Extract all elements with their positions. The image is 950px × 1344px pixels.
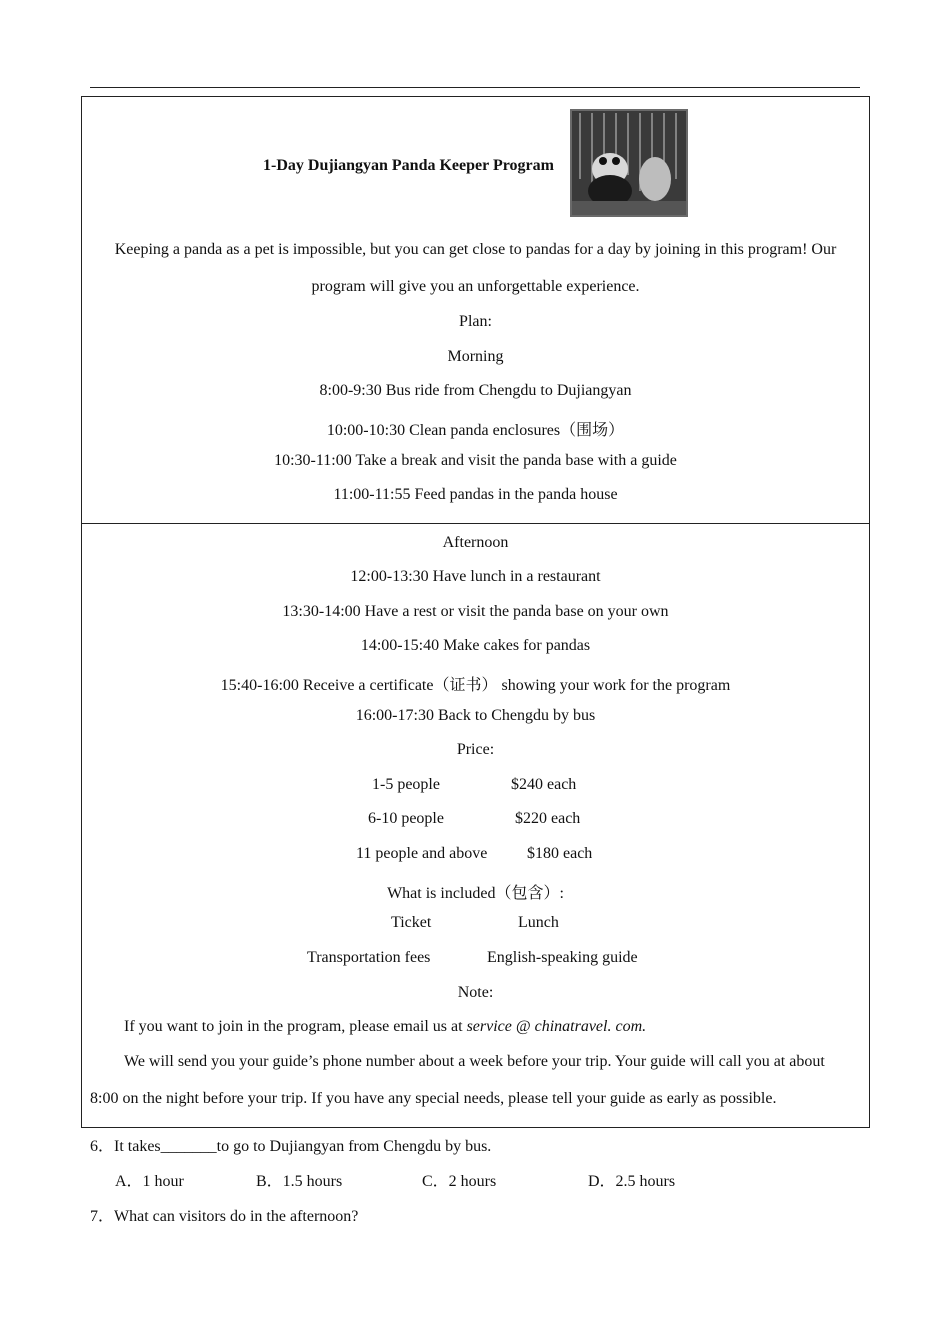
note-email-prefix: If you want to join in the program, please email us at xyxy=(124,1018,467,1035)
schedule-item: 14:00-15:40 Make cakes for pandas xyxy=(360,637,591,654)
price-group: 1-5 people xyxy=(372,776,440,793)
included-label: What is included（包含）: xyxy=(387,885,564,902)
email-address[interactable]: service @ chinatravel. com. xyxy=(466,1018,647,1035)
price-group: 11 people and above xyxy=(356,845,488,862)
included-item: English-speaking guide xyxy=(487,949,638,966)
included-item: Ticket xyxy=(391,914,432,931)
note-guide-line-1: We will send you your guide’s phone number about a week before your trip. Your guide will call you at about xyxy=(124,1053,825,1070)
included-item: Transportation fees xyxy=(307,949,431,966)
schedule-item: 10:30-11:00 Take a break and visit the panda base with a guide xyxy=(274,452,677,469)
price-amount: $240 each xyxy=(511,776,577,793)
morning-label: Morning xyxy=(447,348,504,365)
option-b[interactable]: B．1.5 hours xyxy=(256,1173,343,1190)
intro-line-1: Keeping a panda as a pet is impossible, but you can get close to pandas for a day by joining in this program! Our xyxy=(114,241,837,258)
note-email-line xyxy=(124,1018,646,1036)
panda-photo xyxy=(570,109,688,217)
price-label: Price: xyxy=(456,741,495,758)
price-amount: $180 each xyxy=(527,845,593,862)
option-c[interactable]: C．2 hours xyxy=(422,1173,497,1190)
option-d[interactable]: D．2.5 hours xyxy=(588,1173,676,1190)
schedule-item: 16:00-17:30 Back to Chengdu by bus xyxy=(355,707,596,724)
note-label: Note: xyxy=(457,984,494,1001)
program-box-bottom xyxy=(81,522,870,1128)
schedule-item: 13:30-14:00 Have a rest or visit the panda base on your own xyxy=(282,603,669,620)
header-rule xyxy=(90,87,860,88)
plan-label: Plan: xyxy=(459,313,492,330)
question-7: 7．What can visitors do in the afternoon? xyxy=(90,1208,359,1225)
included-item: Lunch xyxy=(518,914,559,931)
note-guide-line-2: 8:00 on the night before your trip. If you have any special needs, please tell your guide as early as possible. xyxy=(90,1090,777,1107)
afternoon-label: Afternoon xyxy=(442,534,509,551)
schedule-item: 12:00-13:30 Have lunch in a restaurant xyxy=(350,568,601,585)
intro-line-2: program will give you an unforgettable experience. xyxy=(311,278,640,295)
schedule-item: 15:40-16:00 Receive a certificate（证书） showing your work for the program xyxy=(220,677,731,694)
schedule-item: 10:00-10:30 Clean panda enclosures（围场） xyxy=(326,422,625,439)
option-a[interactable]: A．1 hour xyxy=(115,1173,184,1190)
program-title: 1-Day Dujiangyan Panda Keeper Program xyxy=(263,157,554,174)
schedule-item: 8:00-9:30 Bus ride from Chengdu to Dujiangyan xyxy=(319,382,632,399)
price-amount: $220 each xyxy=(515,810,581,827)
program-box-top xyxy=(81,96,870,524)
schedule-item: 11:00-11:55 Feed pandas in the panda house xyxy=(333,486,618,503)
price-group: 6-10 people xyxy=(368,810,444,827)
question-6: 6．It takes_______to go to Dujiangyan from Chengdu by bus. xyxy=(90,1138,492,1155)
